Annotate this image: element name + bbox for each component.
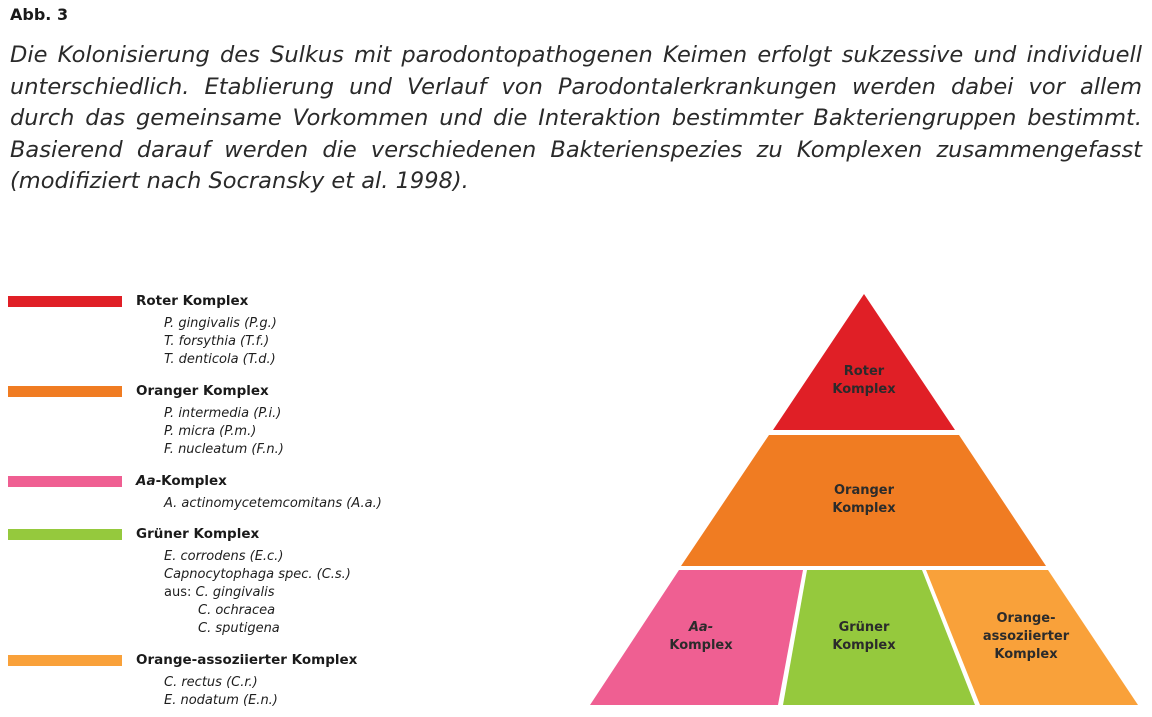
species-item: C. sputigena	[198, 621, 280, 636]
pyramid-label-orange-assoc	[971, 610, 1081, 664]
species-item: P. intermedia (P.i.)	[164, 406, 282, 421]
pyramid-label-green	[814, 619, 914, 655]
species-item: F. nucleatum (F.n.)	[164, 442, 284, 457]
legend-title-aa-suffix: -Komplex	[155, 473, 227, 489]
label-line: Komplex	[994, 647, 1058, 662]
species-item: A. actinomycetemcomitans (A.a.)	[164, 496, 382, 511]
legend-title-green: Grüner Komplex	[136, 526, 260, 542]
legend-title-orange-assoc: Orange-assoziierter Komplex	[136, 652, 358, 668]
label-line: Oranger	[833, 483, 895, 498]
label-line: assoziierter	[982, 629, 1070, 644]
legend-title-red: Roter Komplex	[136, 293, 249, 309]
label-line: Komplex	[669, 638, 733, 653]
label-line: Roter	[843, 364, 885, 379]
pyramid-red-tier	[773, 294, 955, 430]
pyramid-label-orange	[814, 482, 914, 518]
species-item: C. ochracea	[198, 603, 276, 618]
species-item: T. denticola (T.d.)	[164, 352, 276, 367]
label-line: Komplex	[832, 638, 896, 653]
legend-title-orange: Oranger Komplex	[136, 383, 269, 399]
species-item: E. nodatum (E.n.)	[164, 693, 278, 708]
species-item: P. gingivalis (P.g.)	[164, 316, 277, 331]
species-item: Capnocytophaga spec. (C.s.)	[164, 567, 351, 582]
label-line-italic: Aa-	[688, 620, 714, 635]
label-line: Grüner	[838, 620, 890, 635]
species-item: C. rectus (C.r.)	[164, 675, 258, 690]
label-line: Komplex	[832, 382, 896, 397]
species-prefix: aus:	[164, 585, 196, 600]
figure-caption: Die Kolonisierung des Sulkus mit parodontopathogenen Keimen erfolgt sukzessive und individuell unterschiedlich. Etablierung und Verlauf von Parodontalerkrankungen werden dabei vor allem durch das gemeinsame Vorkommen und die Interaktion bestimmter Bakteriengruppen bestimmt. Basierend darauf werden die verschiedenen Bakterienspezies zu Komplexen zusammengefasst (modifiziert nach Socransky et al. 1998).	[10, 42, 1142, 194]
legend-title-aa-prefix: Aa	[136, 473, 156, 489]
species-name: C. gingivalis	[195, 585, 275, 600]
pyramid-label-red	[814, 363, 914, 399]
label-line	[651, 619, 751, 637]
label-line: Orange-	[996, 611, 1056, 626]
label-line: Komplex	[832, 501, 896, 516]
pyramid-label-aa	[651, 619, 751, 655]
figure-label: Abb. 3	[10, 5, 69, 24]
species-item: P. micra (P.m.)	[164, 424, 257, 439]
species-item: E. corrodens (E.c.)	[164, 549, 284, 564]
species-item: T. forsythia (T.f.)	[164, 334, 270, 349]
